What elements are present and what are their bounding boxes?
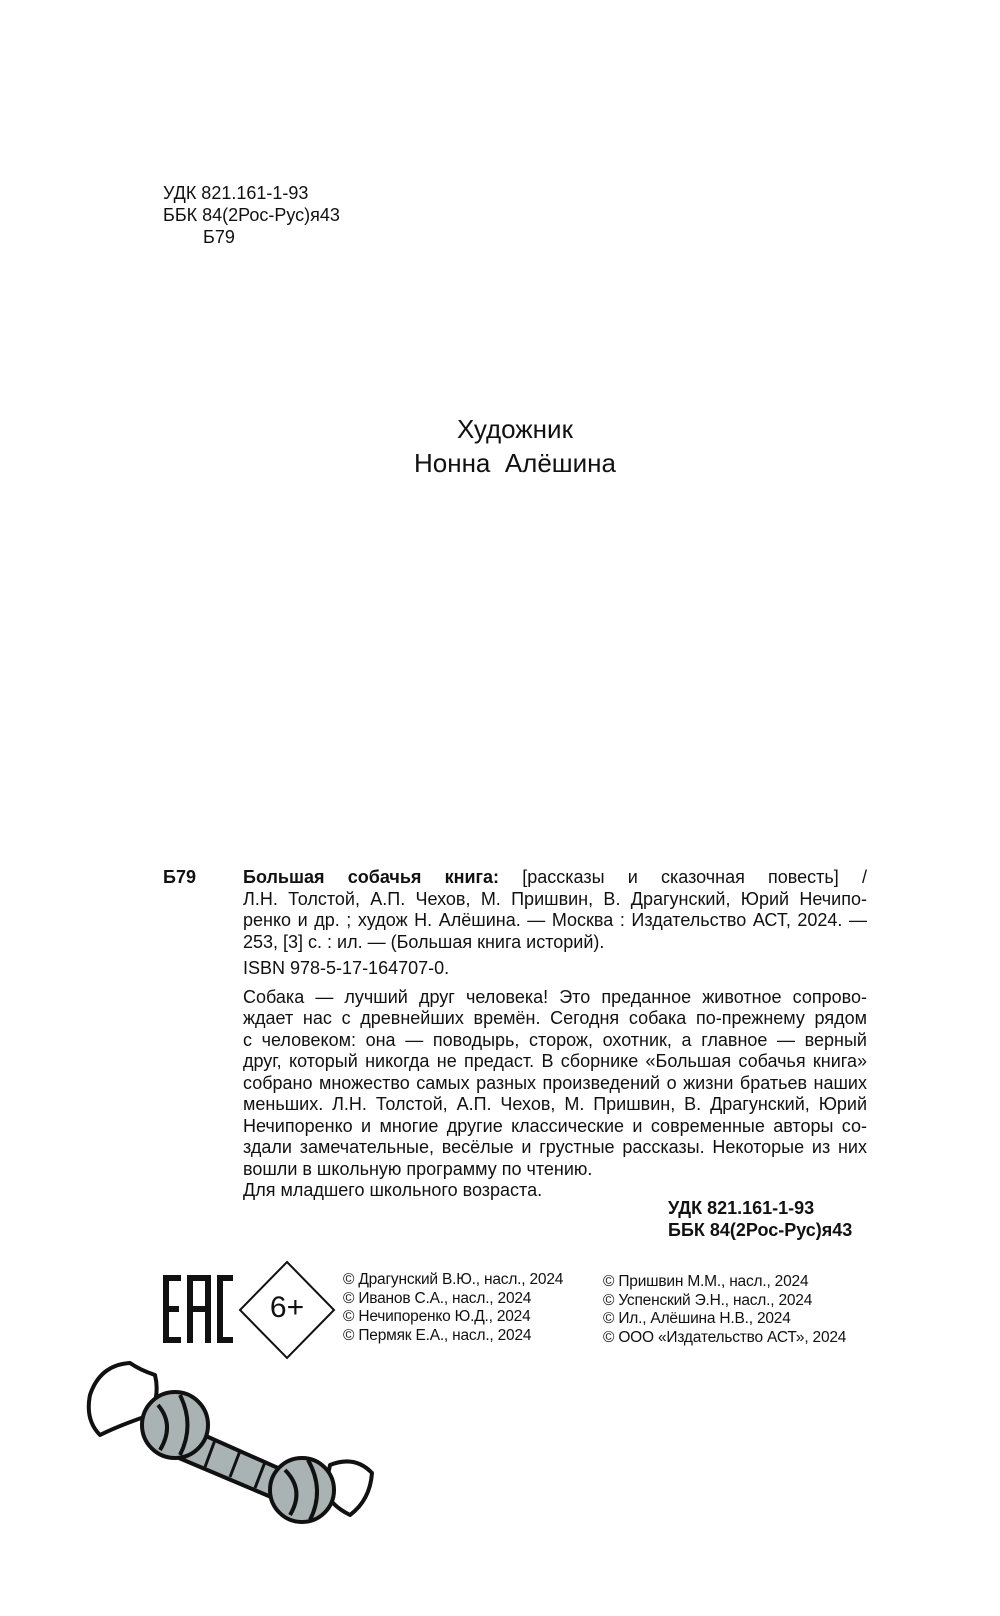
annotation-line: здали замечательные, весёлые и грустные рассказы. Некоторые из них (243, 1137, 867, 1157)
annotation (243, 987, 867, 1181)
annotation-line: меньших. Л.Н. Толстой, А.П. Чехов, М. Пришвин, В. Драгунский, Юрий (243, 1094, 867, 1114)
book-title: Большая собачья книга: (243, 867, 500, 887)
bibliographic-record (243, 867, 867, 1202)
copyright-line: © ООО «Издательство АСТ», 2024 (603, 1328, 847, 1346)
udk-code: УДК 821.161-1-93 (668, 1198, 815, 1218)
bbk-code: ББК 84(2Рос-Рус)я43 (668, 1219, 853, 1240)
artist-label: Художник (457, 414, 573, 444)
copyright-line: © Пермяк Е.А., насл., 2024 (343, 1326, 532, 1344)
title-subtitle: [рассказы и сказочная повесть] / (522, 867, 867, 887)
record-line: 253, [3] с. : ил. — (Большая книга историй). (243, 931, 605, 952)
udk-code: УДК 821.161-1-93 (163, 183, 309, 203)
top-index-block (163, 182, 340, 248)
annotation-line: ждает нас с древнейших времён. Сегодня собака по-прежнему рядом (243, 1008, 867, 1028)
record-code: Б79 (163, 867, 196, 887)
artist-name: Нонна Алёшина (413, 448, 617, 478)
isbn: ISBN 978-5-17-164707-0. (243, 958, 450, 978)
copyrights-left (343, 1271, 563, 1345)
eac-logo-icon (160, 1272, 236, 1346)
artist-credit (300, 412, 730, 480)
copyright-line: © Пришвин М.М., насл., 2024 (603, 1273, 809, 1290)
annotation-line: Нечипоренко и многие другие классические и современные авторы со- (243, 1115, 867, 1136)
copyrights-right (603, 1273, 846, 1347)
bottom-index (668, 1198, 852, 1241)
audience: Для младшего школьного возраста. (243, 1180, 543, 1200)
annotation-line: друг, который никогда не предаст. В сборнике «Большая собачья книга» (243, 1051, 867, 1071)
copyright-line: © Драгунский В.Ю., насл., 2024 (343, 1271, 564, 1288)
age-rating: 6+ (269, 1291, 305, 1324)
bbk-code: ББК 84(2Рос-Рус)я43 (163, 205, 340, 225)
rope-toy-illustration (80, 1355, 380, 1535)
copyright-line: © Ил., Алёшина Н.В., 2024 (603, 1310, 791, 1327)
copyright-line: © Нечипоренко Ю.Д., 2024 (343, 1308, 531, 1325)
copyright-line: © Успенский Э.Н., насл., 2024 (603, 1291, 813, 1309)
annotation-line: Собака — лучший друг человека! Это преданное животное сопрово- (243, 986, 867, 1007)
annotation-line: собрано множество самых разных произведений о жизни братьев наших (243, 1072, 867, 1093)
copyright-line: © Иванов С.А., насл., 2024 (343, 1289, 532, 1307)
record-line: ренко и др. ; худож Н. Алёшина. — Москва : Издательство АСТ, 2024. — (243, 910, 867, 930)
record-line: Л.Н. Толстой, А.П. Чехов, М. Пришвин, В. Драгунский, Юрий Нечипо- (243, 888, 867, 909)
author-mark: Б79 (203, 227, 235, 247)
annotation-line: с человеком: она — поводырь, сторож, охотник, а главное — верный (243, 1029, 867, 1050)
annotation-line: вошли в школьную программу по чтению. (243, 1158, 593, 1179)
